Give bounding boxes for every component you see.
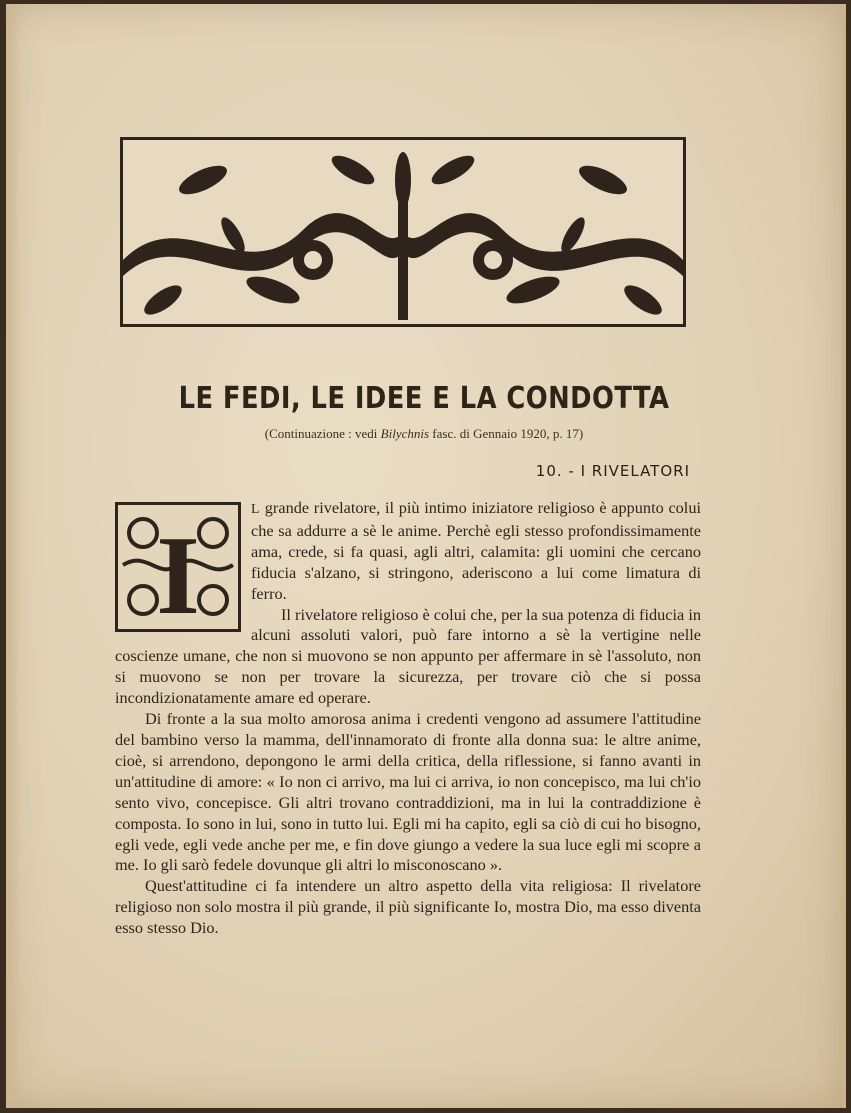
- paragraph-1-text: grande rivelatore, il più intimo iniziatore religioso è appunto colui che sa addurre a sè le anime. Perchè egli stesso profondissimamente ama, crede, si fa quasi, agli altri, calamita: gli uomini che cercano fiducia s'alzano, si stringono, aderiscono a lui come limatura di ferro.: [251, 498, 701, 603]
- section-heading: 10. - I RIVELATORI: [535, 462, 690, 480]
- botanical-ornament-icon: [120, 137, 686, 327]
- paragraph-2: Il rivelatore religioso è colui che, per la sua potenza di fiducia in alcuni assoluti valori, può fare intorno a sè la vertigine nelle coscienze umane, che non si muovono se non appunto per affermare in sè l'assoluto, non si muovono se non per trovare la sicurezza, per trovare ciò che si possa incondizionatamente amare ed operare.: [115, 604, 701, 708]
- paragraph-3: Di fronte a la sua molto amorosa anima i credenti vengono ad assumere l'attitudine del bambino verso la mamma, dell'innamorato di fronte alla donna sua: le altre anime, cioè, si arrendono, depongono le armi della critica, della riflessione, si fanno avanti in un'attitudine di amore: « Io non ci arrivo, ma lui ci arriva, io non concepisco, ma lui ch'io sento vivo, concepisce. Gli altri trovano contraddizioni, ma in lui la contraddizione è composta. Io sono in lui, sono in tutto lui. Egli mi ha capito, egli sa ciò di cui ho bisogno, egli vede, egli vede anche per me, e fin dove giungo a vedere la sua luce egli mi scopre a me. Io gli sarò fedele dovunque gli altri lo misconoscano ».: [115, 709, 701, 875]
- page-edge: [6, 4, 20, 1108]
- subtitle-journal: Bilychnis: [380, 426, 430, 441]
- document-page: [6, 4, 846, 1108]
- subtitle-suffix: fasc. di Gennaio 1920, p. 17): [429, 426, 584, 441]
- article-subtitle: [6, 426, 842, 442]
- first-word-rest: L: [251, 502, 261, 517]
- paragraph-4: Quest'attitudine ci fa intendere un altro aspetto della vita religiosa: Il rivelatore religioso non solo mostra il più grande, il più significante Io, mostra Dio, ma esso diventa esso stesso Dio.: [115, 876, 701, 938]
- subtitle-prefix: (Continuazione : vedi: [264, 426, 381, 441]
- ornamental-initial-icon: [115, 502, 241, 632]
- article-title: LE FEDI, LE IDEE E LA CONDOTTA: [178, 381, 670, 416]
- article-body: [115, 498, 701, 939]
- dropcap-letter: I: [156, 514, 200, 629]
